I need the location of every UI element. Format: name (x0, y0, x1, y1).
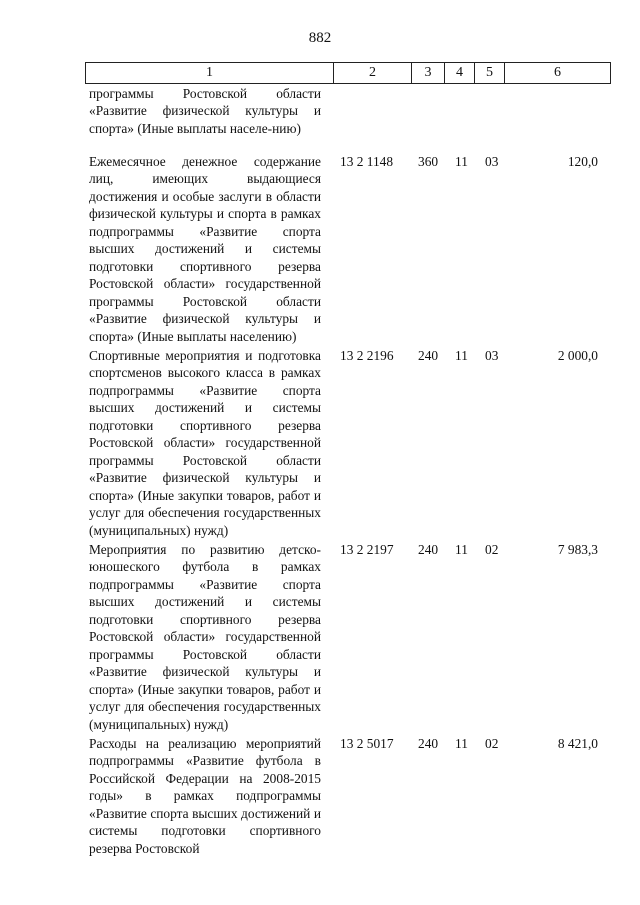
header-col-5: 5 (475, 63, 505, 83)
row-amount: 8 421,0 (557, 736, 598, 751)
row-section: 11 (455, 542, 468, 557)
row-amount: 2 000,0 (557, 348, 598, 363)
row-section: 11 (455, 154, 468, 169)
row-code: 13 2 2196 (340, 348, 394, 363)
row-expense-type: 240 (418, 736, 439, 751)
row-expense-type: 240 (418, 542, 439, 557)
row-expense-type: 240 (418, 348, 439, 363)
continuation-text: программы Ростовской области «Развитие физической культуры и спорта» (Иные выплаты населе-нию) (89, 86, 321, 136)
row-description: Мероприятия по развитию детско-юношеского футбола в рамках подпрограммы «Развитие спорта высших достижений и системы подготовки спортивного резерва Ростовской области» государственной программы Ростовской области «Развитие физической культуры и спорта» (Иные закупки товаров, работ и услуг для обеспечения государственных (муниципальных) нужд) (89, 542, 321, 732)
row-subsection: 03 (485, 154, 499, 169)
row-description: Ежемесячное денежное содержание лиц, имеющих выдающиеся достижения и особые заслуги в области физической культуры и спорта в рамках подпрограммы «Развитие спорта высших достижений и системы подготовки спортивного резерва Ростовской области» государственной программы Ростовской области «Развитие физической культуры и спорта» (Иные выплаты населению) (89, 154, 321, 344)
row-subsection: 02 (485, 542, 499, 557)
row-amount: 120,0 (567, 154, 598, 169)
header-col-3: 3 (412, 63, 445, 83)
table-header (85, 62, 611, 84)
header-col-2: 2 (334, 63, 412, 83)
row-section: 11 (455, 736, 468, 751)
header-col-6: 6 (554, 65, 561, 80)
row-expense-type: 360 (418, 154, 439, 169)
row-section: 11 (455, 348, 468, 363)
row-amount: 7 983,3 (557, 542, 598, 557)
row-description: Расходы на реализацию мероприятий подпрограммы «Развитие футбола в Российской Федерации на 2008-2015 годы» в рамках подпрограммы «Развитие спорта высших достижений и системы подготовки спортивного резерва Ростовской (89, 736, 321, 856)
row-code: 13 2 1148 (340, 154, 394, 169)
row-subsection: 02 (485, 736, 499, 751)
page-number: 882 (308, 30, 332, 46)
row-subsection: 03 (485, 348, 499, 363)
header-col-4: 4 (445, 63, 475, 83)
row-code: 13 2 5017 (340, 736, 394, 751)
header-col-1: 1 (86, 63, 334, 83)
row-code: 13 2 2197 (340, 542, 394, 557)
row-description: Спортивные мероприятия и подготовка спортсменов высокого класса в рамках подпрограммы «Развитие спорта высших достижений и системы подготовки спортивного резерва Ростовской области» государственной программы Ростовской области «Развитие физической культуры и спорта» (Иные закупки товаров, работ и услуг для обеспечения государственных (муниципальных) нужд) (89, 348, 321, 538)
